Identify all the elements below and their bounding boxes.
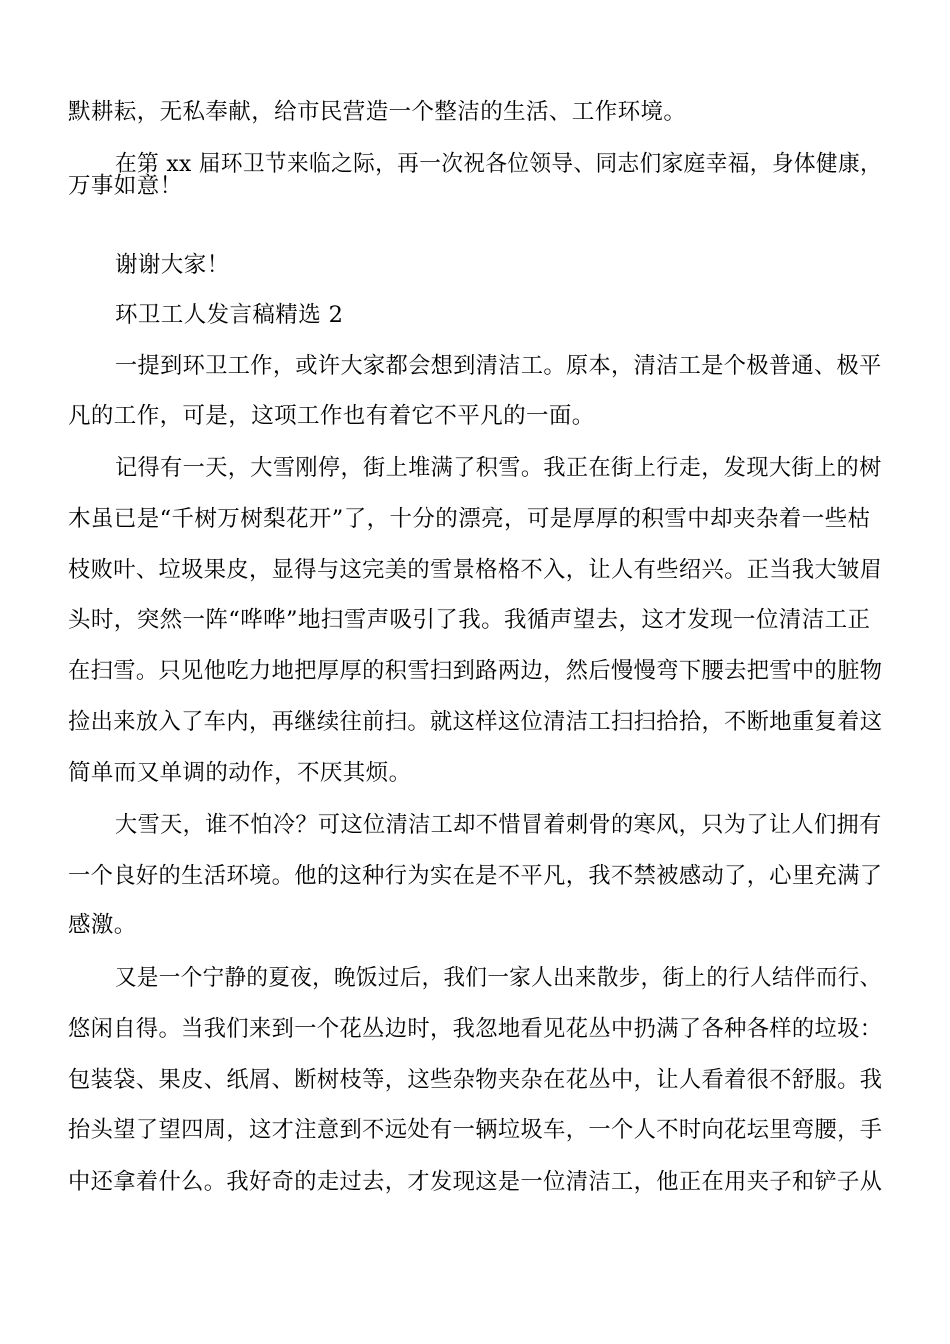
text-line: 抬头望了望四周，这才注意到不远处有一辆垃圾车，一个人不时向花坛里弯腰，手 (68, 1117, 883, 1143)
text-line: 在扫雪。只见他吃力地把厚厚的积雪扫到路两边，然后慢慢弯下腰去把雪中的脏物 (68, 658, 883, 684)
text-line: 捡出来放入了车内，再继续往前扫。就这样这位清洁工扫扫拾拾，不断地重复着这 (68, 709, 883, 735)
text-line: 简单而又单调的动作，不厌其烦。 (68, 760, 412, 786)
text-line: 大雪天，谁不怕冷？可这位清洁工却不惜冒着刺骨的寒风，只为了让人们拥有 (115, 812, 882, 838)
text-line: 木虽已是“千树万树梨花开”了，十分的漂亮，可是厚厚的积雪中却夹杂着一些枯 (68, 506, 871, 532)
section-heading: 环卫工人发言稿精选 2 (115, 302, 344, 328)
text-line: 感激。 (68, 912, 137, 938)
text-line: 枝败叶、垃圾果皮，显得与这完美的雪景格格不入，让人有些绍兴。正当我大皱眉 (68, 557, 883, 583)
text-line: 在第 xx 届环卫节来临之际，再一次祝各位领导、同志们家庭幸福，身体健康， (115, 151, 883, 177)
text-line: 一提到环卫工作，或许大家都会想到清洁工。原本，清洁工是个极普通、极平 (115, 353, 882, 379)
text-line: 一个良好的生活环境。他的这种行为实在是不平凡，我不禁被感动了，心里充满了 (68, 863, 883, 889)
text-line: 默耕耘，无私奉献，给市民营造一个整洁的生活、工作环境。 (68, 99, 687, 125)
text-line: 万事如意！ (68, 173, 183, 199)
text-line: 悠闲自得。当我们来到一个花丛边时，我忽地看见花丛中扔满了各种各样的垃圾： (68, 1016, 883, 1042)
text-line: 包装袋、果皮、纸屑、断树枝等，这些杂物夹杂在花丛中，让人看着很不舒服。我 (68, 1067, 883, 1093)
text-line: 又是一个宁静的夏夜，晚饭过后，我们一家人出来散步，街上的行人结伴而行、 (115, 965, 882, 991)
text-line: 凡的工作，可是，这项工作也有着它不平凡的一面。 (68, 403, 595, 429)
text-line: 头时，突然一阵“哗哗”地扫雪声吸引了我。我循声望去，这才发现一位清洁工正 (68, 607, 871, 633)
text-line: 谢谢大家！ (115, 252, 230, 278)
text-line: 记得有一天，大雪刚停，街上堆满了积雪。我正在街上行走，发现大街上的树 (115, 455, 882, 481)
text-line: 中还拿着什么。我好奇的走过去，才发现这是一位清洁工，他正在用夹子和铲子从 (68, 1169, 883, 1195)
